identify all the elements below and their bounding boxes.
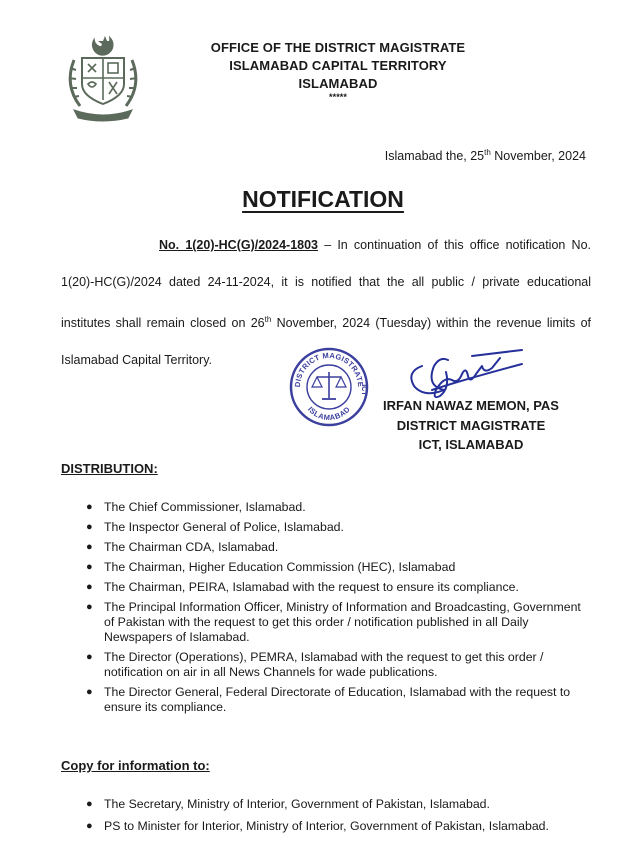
notification-body: No. 1(20)-HC(G)/2024-1803 – In continuation of this office notification No. 1(20)-HC(G)/2024 dated 24-11-2024, it is notified that the all public / private educational institutes shall remain closed on 26th November, 2024 (Tuesday) within the revenue limits of Islamabad Capital Territory. xyxy=(61,238,591,368)
office-title: OFFICE OF THE DISTRICT MAGISTRATE xyxy=(210,40,466,55)
list-item xyxy=(86,600,591,645)
list-item xyxy=(86,540,591,555)
bullet-icon: ● xyxy=(86,820,93,832)
bullet-icon: ● xyxy=(86,798,93,810)
reference-number: No. 1(20)-HC(G)/2024-1803 xyxy=(159,238,319,252)
list-item-text: The Inspector General of Police, Islamabad. xyxy=(104,520,344,534)
copy-info-list xyxy=(86,797,591,834)
signatory-name: IRFAN NAWAZ MEMON, PAS xyxy=(383,398,559,413)
signatory-office: ICT, ISLAMABAD xyxy=(418,437,524,452)
list-item xyxy=(86,520,591,535)
bullet-icon: ● xyxy=(86,541,93,553)
list-item-text: The Chief Commissioner, Islamabad. xyxy=(104,500,306,514)
bullet-icon: ● xyxy=(86,686,93,698)
list-item-text: The Director (Operations), PEMRA, Islamabad with the request to get this order / notification on air in all News Channels for wade publications. xyxy=(104,650,544,679)
list-item xyxy=(86,560,591,575)
bullet-icon: ● xyxy=(86,501,93,513)
bullet-icon: ● xyxy=(86,601,93,613)
stamp-bottom-text: ISLAMABAD xyxy=(305,404,353,423)
list-item xyxy=(86,819,591,834)
list-item xyxy=(86,500,591,515)
list-item xyxy=(86,797,591,812)
list-item-text: The Principal Information Officer, Ministry of Information and Broadcasting, Government of Pakistan with the request to get this order / notification published in all Daily Newspapers of Islamabad. xyxy=(104,600,581,644)
page-title: NOTIFICATION xyxy=(242,186,404,212)
distribution-heading: DISTRIBUTION: xyxy=(61,461,158,476)
list-item-text: The Secretary, Ministry of Interior, Government of Pakistan, Islamabad. xyxy=(104,797,490,811)
list-item xyxy=(86,580,591,595)
bullet-icon: ● xyxy=(86,651,93,663)
header-stars: ***** xyxy=(328,92,347,102)
bullet-icon: ● xyxy=(86,561,93,573)
signature-icon xyxy=(402,346,532,402)
list-item-text: The Chairman, PEIRA, Islamabad with the request to ensure its compliance. xyxy=(104,580,519,594)
office-city: ISLAMABAD xyxy=(298,76,378,91)
distribution-list xyxy=(86,500,591,715)
bullet-icon: ● xyxy=(86,581,93,593)
date-line: Islamabad the, 25th November, 2024 xyxy=(384,148,586,164)
stamp-side-text: ICT xyxy=(360,384,367,396)
list-item-text: The Director General, Federal Directorate of Education, Islamabad with the request to ensure its compliance. xyxy=(104,685,571,714)
bullet-icon: ● xyxy=(86,521,93,533)
seal-stamp-icon xyxy=(288,346,370,428)
list-item-text: PS to Minister for Interior, Ministry of Interior, Government of Pakistan, Islamabad. xyxy=(104,819,549,833)
signatory-designation: DISTRICT MAGISTRATE xyxy=(396,418,546,433)
office-territory: ISLAMABAD CAPITAL TERRITORY xyxy=(229,58,447,73)
stamp-top-text: DISTRICT MAGISTRATE xyxy=(292,350,366,388)
list-item xyxy=(86,685,591,715)
copy-info-heading: Copy for information to: xyxy=(61,758,210,773)
list-item-text: The Chairman CDA, Islamabad. xyxy=(104,540,279,554)
svg-text:ISLAMABAD xyxy=(306,405,352,423)
list-item-text: The Chairman, Higher Education Commission (HEC), Islamabad xyxy=(104,560,456,574)
list-item xyxy=(86,650,591,680)
